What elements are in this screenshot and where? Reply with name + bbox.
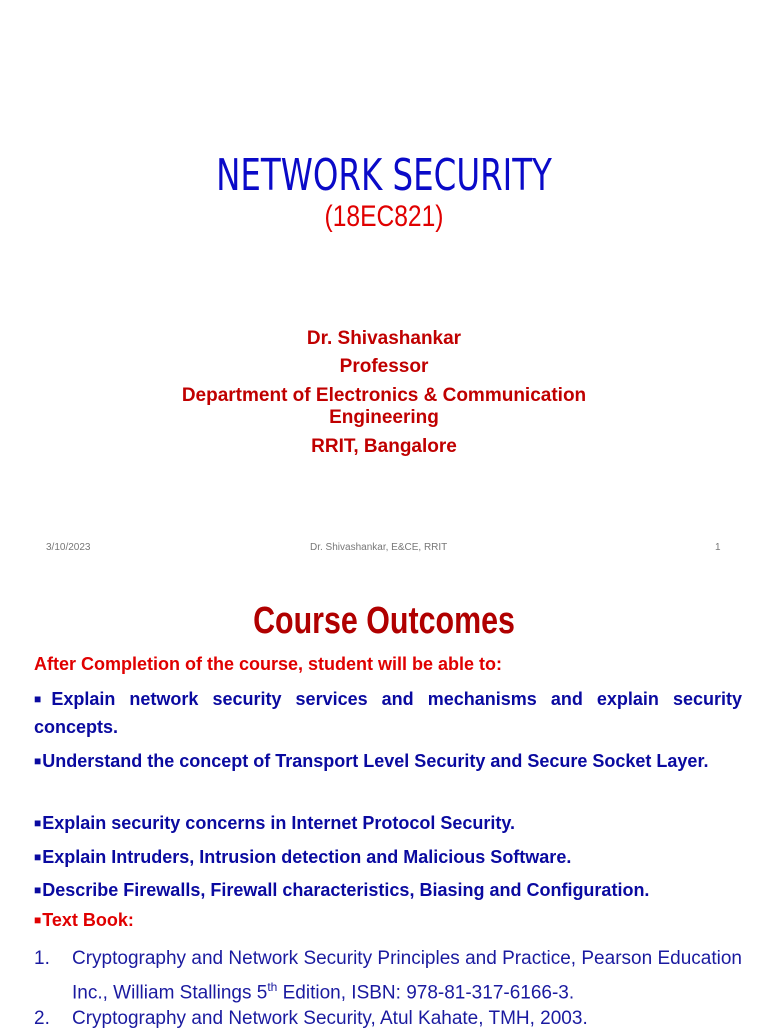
outcome-item: ■Explain Intruders, Intrusion detection and Malicious Software. [34, 847, 572, 867]
bullet-square-icon: ■ [34, 850, 42, 864]
outcome-item: ■Explain security concerns in Internet Protocol Security. [34, 813, 516, 833]
footer-center: Dr. Shivashankar, E&CE, RRIT [310, 542, 448, 553]
department: Department of Electronics & Communication Engineering [181, 385, 587, 428]
textbook-label: ■Text Book: [34, 910, 134, 930]
outcome-item: ■Describe Firewalls, Firewall characteristics, Biasing and Configuration. [34, 880, 650, 900]
bullet-square-icon: ■ [34, 816, 42, 830]
institution: RRIT, Bangalore [311, 436, 457, 457]
bullet-square-icon: ■ [34, 754, 42, 768]
intro-text: After Completion of the course, student will be able to: [34, 654, 503, 674]
course-code: (18EC821) [324, 200, 444, 233]
footer-page-number: 1 [715, 542, 721, 553]
bullet-square-icon: ■ [34, 692, 51, 706]
outcome-item: ■Understand the concept of Transport Level Security and Secure Socket Layer. [34, 751, 709, 771]
bullet-square-icon: ■ [34, 883, 42, 897]
slide-title: NETWORK SECURITY [216, 150, 552, 201]
course-outcomes-title: Course Outcomes [253, 600, 515, 642]
outcome-item: ■Explain network security services and mechanisms and explain security concepts. [34, 689, 742, 737]
author-title: Professor [339, 356, 429, 377]
bullet-square-icon: ■ [34, 913, 42, 927]
footer-date: 3/10/2023 [46, 542, 91, 553]
author-name: Dr. Shivashankar [306, 328, 462, 349]
